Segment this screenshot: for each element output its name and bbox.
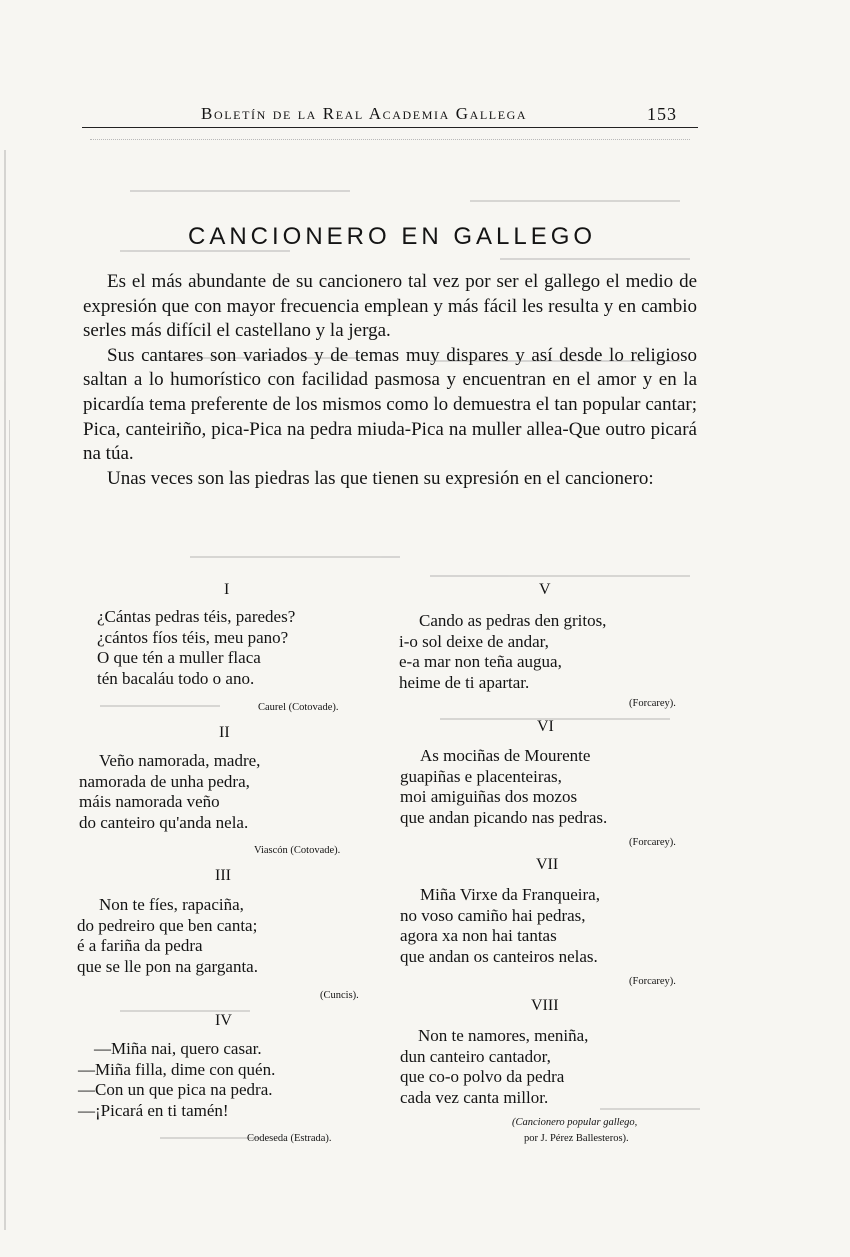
- poem-line: Cando as pedras den gritos,: [419, 611, 607, 630]
- poem-line: do pedreiro que ben canta;: [77, 915, 258, 935]
- poem-line: que co-o polvo da pedra: [400, 1067, 565, 1087]
- poem: [399, 611, 606, 694]
- poem-line: —Miña filla, dime con quén.: [78, 1059, 276, 1079]
- poem: [77, 895, 258, 978]
- poem-line: moi amiguiñas dos mozos: [400, 787, 578, 807]
- poem-line: que andan picando nas pedras.: [400, 808, 608, 828]
- poem-line: Veño namorada, madre,: [99, 751, 261, 770]
- paragraph: Sus cantares son variados y de temas muy dispares y así desde lo religioso saltan a lo humorístico con facilidad pasmosa y encuentran en el amor y en la picardía tema preferente de los mismos como lo demuestra el tan popular cantar; Pica, canteiriño, pica-Pica na pedra miuda-Pica na muller allea-Que outro picará na túa.: [83, 344, 697, 465]
- poem-line: no voso camiño hai pedras,: [400, 905, 586, 925]
- poem-line: do canteiro qu'anda nela.: [79, 813, 249, 833]
- poem: [400, 746, 607, 829]
- poem-line: é a fariña da pedra: [77, 936, 203, 956]
- poem-line: que se lle pon na garganta.: [77, 957, 258, 977]
- poem-source-author: por J. Pérez Ballesteros).: [524, 1133, 629, 1144]
- poem-source: Viascón (Cotovade).: [254, 845, 341, 856]
- poem-line: e-a mar non teña augua,: [399, 652, 562, 672]
- poem-numeral: I: [224, 581, 230, 598]
- poem: [79, 751, 260, 834]
- poem-source: (Forcarey).: [629, 976, 676, 987]
- poem-line: agora xa non hai tantas: [400, 926, 557, 946]
- poem-numeral: VIII: [531, 997, 559, 1014]
- poem-line: guapiñas e placenteiras,: [400, 766, 562, 786]
- poem-source: (Forcarey).: [629, 837, 676, 848]
- poem-numeral: VII: [536, 856, 559, 873]
- poem-numeral: VI: [537, 718, 554, 735]
- poem-source: (Cancionero popular gallego,: [512, 1117, 638, 1128]
- poem: [400, 885, 600, 968]
- poem-line: i-o sol deixe de andar,: [399, 631, 549, 651]
- poem-line: Non te fíes, rapaciña,: [99, 895, 244, 914]
- poem-numeral: IV: [215, 1012, 232, 1029]
- poem-line: O que tén a muller flaca: [97, 648, 261, 668]
- poem-numeral: II: [219, 724, 230, 741]
- poem-line: —Con un que pica na pedra.: [78, 1080, 273, 1100]
- poem-line: Non te namores, meniña,: [418, 1026, 589, 1045]
- paragraph: Unas veces son las piedras las que tienen su expresión en el cancionero:: [107, 467, 654, 489]
- poem-source: Codeseda (Estrada).: [247, 1133, 332, 1144]
- poem-line: dun canteiro cantador,: [400, 1046, 551, 1066]
- poem-line: ¿Cántas pedras téis, paredes?: [97, 607, 296, 626]
- poem-numeral: III: [215, 867, 231, 884]
- poem-line: As mociñas de Mourente: [420, 746, 591, 765]
- poem-line: máis namorada veño: [79, 792, 220, 812]
- paragraph: Es el más abundante de su cancionero tal vez por ser el gallego el medio de expresión que con mayor frecuencia emplean y más fácil les resulta y en cambio serles más difícil el castellano y la jerga.: [83, 271, 697, 342]
- poem: [97, 607, 295, 690]
- poem-line: tén bacaláu todo o ano.: [97, 669, 255, 689]
- poem: [78, 1039, 275, 1122]
- poem-line: que andan os canteiros nelas.: [400, 947, 598, 967]
- page-number: 153: [647, 104, 677, 124]
- poem-line: Miña Virxe da Franqueira,: [420, 885, 600, 904]
- poem-source: (Forcarey).: [629, 698, 676, 709]
- poem-line: ¿cántos fíos téis, meu pano?: [97, 627, 289, 647]
- poem-line: cada vez canta millor.: [400, 1088, 549, 1108]
- poem-source: (Cuncis).: [320, 990, 359, 1001]
- poem-line: namorada de unha pedra,: [79, 771, 250, 791]
- poem-line: —Miña nai, quero casar.: [94, 1039, 262, 1058]
- poem: [400, 1026, 588, 1109]
- poem-numeral: V: [539, 581, 551, 598]
- poem-line: —¡Picará en ti tamén!: [78, 1101, 229, 1121]
- article-heading: CANCIONERO EN GALLEGO: [188, 223, 597, 250]
- poem-source: Caurel (Cotovade).: [258, 702, 339, 713]
- poem-line: heime de ti apartar.: [399, 673, 530, 693]
- journal-title: Boletín de la Real Academia Gallega: [201, 104, 528, 123]
